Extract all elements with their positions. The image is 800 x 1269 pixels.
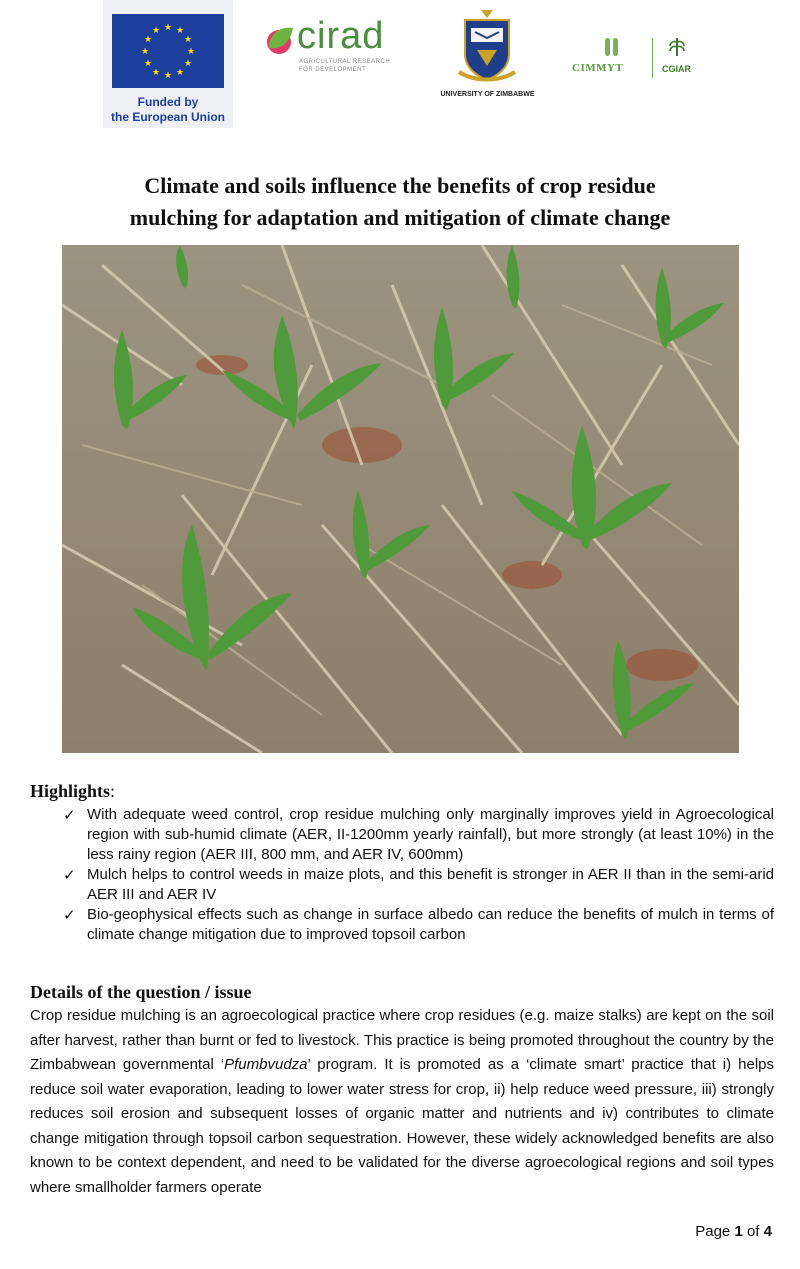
of-word: of bbox=[746, 1223, 760, 1240]
highlight-item bbox=[63, 805, 774, 865]
title-line-1: Climate and soils influence the benefits of crop residue bbox=[144, 173, 656, 198]
highlight-text: Bio-geophysical effects such as change in surface albedo can reduce the benefits of mulch in terms of climate change mitigation due to improved topsoil carbon bbox=[87, 906, 774, 943]
cirad-logo bbox=[255, 8, 400, 78]
svg-text:★: ★ bbox=[143, 35, 153, 45]
eu-flag-icon bbox=[112, 14, 224, 88]
svg-text:★: ★ bbox=[151, 26, 161, 36]
highlights-heading bbox=[30, 780, 115, 802]
highlight-text: With adequate weed control, crop residue mulching only marginally improves yield in Agroecological region with sub-humid climate (AER, II-1200mm yearly rainfall), but more strongly (at least 10%) in the less rainy region (AER III, 800 mm, and AER IV, 600mm) bbox=[87, 806, 774, 863]
logo-divider bbox=[652, 38, 653, 78]
uz-crest-icon bbox=[457, 6, 517, 86]
current-page: 1 bbox=[734, 1223, 743, 1240]
document-title bbox=[40, 170, 760, 234]
details-paragraph bbox=[30, 1004, 774, 1200]
highlights-list bbox=[63, 805, 774, 945]
eu-caption-line2: the European Union bbox=[111, 110, 225, 124]
total-pages: 4 bbox=[763, 1223, 772, 1240]
checkmark-icon: ✓ bbox=[63, 866, 76, 884]
svg-text:★: ★ bbox=[183, 59, 193, 69]
program-name: Pfumbvudza bbox=[224, 1056, 308, 1073]
field-photo bbox=[62, 245, 739, 753]
details-text-part1: Crop residue mulching is an agroecological practice where crop residues (e.g. maize stalks) are kept on the soil after harvest, rather than burnt or fed to livestock. This practice is being promoted throughout the country by the Zimbabwean governmental ‘ bbox=[30, 1007, 774, 1073]
uz-caption: UNIVERSITY OF ZIMBABWE bbox=[440, 91, 535, 98]
university-of-zimbabwe-logo bbox=[425, 0, 550, 112]
highlight-text: Mulch helps to control weeds in maize plots, and this benefit is stronger in AER II than in the semi-arid AER III and AER IV bbox=[87, 866, 774, 903]
svg-text:★: ★ bbox=[175, 68, 185, 78]
svg-text:★: ★ bbox=[163, 23, 173, 33]
logo-bar bbox=[0, 0, 800, 130]
cimmyt-wordmark: CIMMYT bbox=[572, 62, 624, 74]
eu-caption bbox=[103, 95, 233, 125]
svg-text:★: ★ bbox=[143, 59, 153, 69]
svg-text:★: ★ bbox=[186, 47, 196, 57]
details-text-part2: ’ program. It is promoted as a ‘climate smart’ practice that i) helps reduce soil water evaporation, leading to lower water stress for crop, ii) help reduce weed pressure, iii) strongly reduces soil erosion and subsequent losses of organic matter and nutrients and iv) contributes to climate change mitigation through topsoil carbon sequestration. However, these widely acknowledged benefits are also known to be context dependent, and need to be validated for the diverse agroecological regions and soil types where smallholder farmers operate bbox=[30, 1056, 774, 1196]
cimmyt-maize-icon bbox=[600, 36, 624, 58]
highlight-item bbox=[63, 865, 774, 905]
cgiar-wordmark: CGIAR bbox=[662, 64, 691, 74]
details-heading: Details of the question / issue bbox=[30, 982, 252, 1002]
cirad-leaf-icon bbox=[261, 22, 297, 58]
svg-text:★: ★ bbox=[163, 71, 173, 81]
cirad-wordmark: cirad bbox=[297, 15, 385, 57]
svg-text:★: ★ bbox=[175, 26, 185, 36]
checkmark-icon: ✓ bbox=[63, 906, 76, 924]
maize-mulch-image bbox=[62, 245, 739, 753]
eu-caption-line1: Funded by bbox=[137, 95, 199, 109]
checkmark-icon: ✓ bbox=[63, 806, 76, 824]
cimmyt-cgiar-logo bbox=[570, 34, 695, 82]
highlights-heading-text: Highlights bbox=[30, 781, 111, 801]
eu-logo bbox=[103, 0, 233, 128]
svg-text:★: ★ bbox=[183, 35, 193, 45]
svg-text:★: ★ bbox=[140, 47, 150, 57]
highlight-item bbox=[63, 905, 774, 945]
title-line-2: mulching for adaptation and mitigation of climate change bbox=[129, 205, 671, 230]
svg-text:★: ★ bbox=[151, 68, 161, 78]
highlights-heading-colon: : bbox=[110, 781, 116, 801]
cirad-tagline: AGRICULTURAL RESEARCH FOR DEVELOPMENT bbox=[299, 59, 391, 73]
cgiar-wheat-icon bbox=[666, 36, 688, 58]
page-word: Page bbox=[695, 1223, 731, 1240]
page-number bbox=[695, 1222, 772, 1242]
